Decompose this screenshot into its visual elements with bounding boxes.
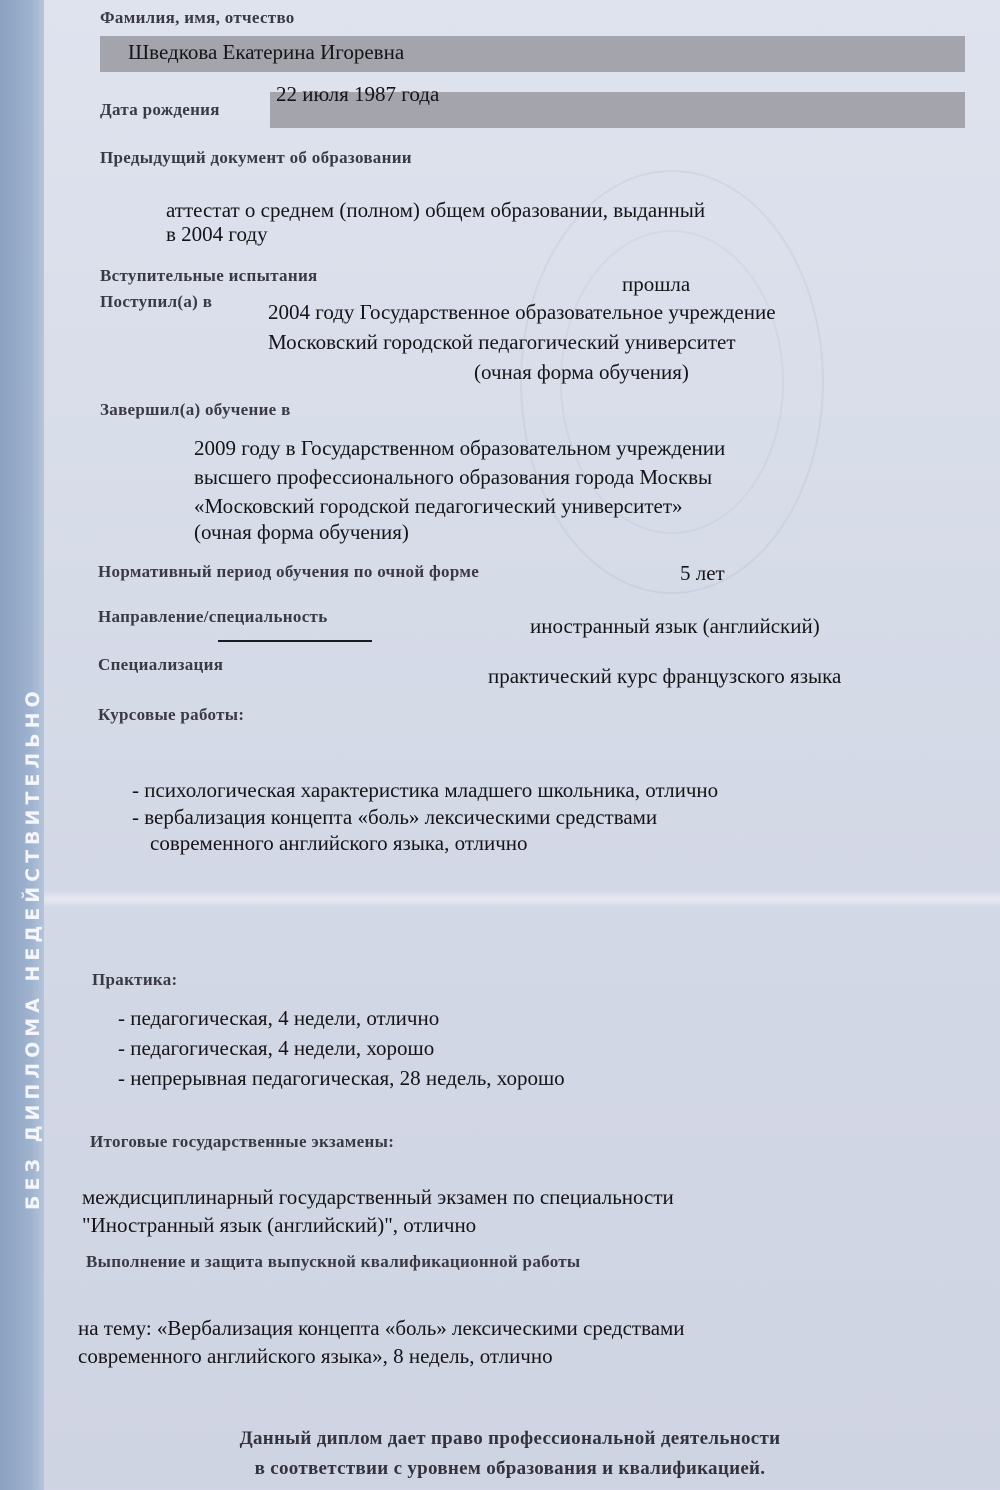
prev-doc-line1: аттестат о среднем (полном) общем образовании, выданный	[166, 198, 706, 222]
strip-warning-text: БЕЗ ДИПЛОМА НЕДЕЙСТВИТЕЛЬНО	[22, 686, 44, 1210]
specialization-label: Специализация	[98, 655, 224, 674]
thesis-line-1: на тему: «Вербализация концепта «боль» лексическими средствами	[78, 1316, 685, 1340]
left-security-strip	[0, 0, 44, 1490]
admitted-label: Поступил(а) в	[100, 292, 213, 311]
completed-line3: «Московский городской педагогический университет»	[194, 494, 683, 518]
practice-label: Практика:	[92, 970, 178, 989]
footer-line-1: Данный диплом дает право профессиональной деятельности	[239, 1428, 781, 1449]
period-value: 5 лет	[680, 561, 725, 585]
entrance-label: Вступительные испытания	[100, 266, 318, 285]
direction-label: Направление/специальность	[98, 607, 328, 626]
footer-line-2: в соответствии с уровнем образования и квалификацией.	[254, 1458, 766, 1479]
practice-item-3: - непрерывная педагогическая, 28 недель, хорошо	[118, 1066, 565, 1090]
coursework-item-1: - психологическая характеристика младшего школьника, отлично	[132, 778, 719, 802]
birth-value: 22 июля 1987 года	[276, 82, 440, 106]
direction-value: иностранный язык (английский)	[530, 614, 820, 638]
admitted-line3: (очная форма обучения)	[474, 360, 689, 384]
admitted-line2: Московский городской педагогический университет	[268, 330, 736, 354]
exam-line-1: междисциплинарный государственный экзамен по специальности	[82, 1185, 674, 1209]
fio-value: Шведкова Екатерина Игоревна	[128, 40, 405, 64]
completed-line2: высшего профессионального образования города Москвы	[194, 465, 713, 489]
completed-line1: 2009 году в Государственном образовательном учреждении	[194, 436, 726, 460]
exam-line-2: "Иностранный язык (английский)", отлично	[82, 1213, 477, 1237]
completed-label: Завершил(а) обучение в	[100, 400, 291, 419]
completed-line4: (очная форма обучения)	[194, 520, 409, 544]
handwritten-underline	[218, 640, 372, 642]
thesis-label: Выполнение и защита выпускной квалификационной работы	[86, 1252, 581, 1271]
specialization-value: практический курс французского языка	[488, 664, 842, 688]
thesis-line-2: современного английского языка», 8 недель, отлично	[78, 1344, 553, 1368]
practice-item-2: - педагогическая, 4 недели, хорошо	[118, 1036, 435, 1060]
prev-doc-label: Предыдущий документ об образовании	[100, 148, 412, 167]
coursework-item-2: - вербализация концепта «боль» лексическими средствами	[132, 805, 658, 829]
coursework-item-2-cont: современного английского языка, отлично	[150, 831, 528, 855]
coursework-label: Курсовые работы:	[98, 705, 245, 724]
period-label: Нормативный период обучения по очной форме	[98, 562, 480, 581]
practice-item-1: - педагогическая, 4 недели, отлично	[118, 1006, 440, 1030]
paper-fold	[44, 890, 1000, 908]
prev-doc-line2: в 2004 году	[166, 222, 268, 246]
fio-label: Фамилия, имя, отчество	[100, 8, 295, 27]
birth-label: Дата рождения	[100, 100, 220, 119]
admitted-line1: 2004 году Государственное образовательное учреждение	[268, 300, 776, 324]
exams-label: Итоговые государственные экзамены:	[90, 1132, 395, 1151]
entrance-value: прошла	[622, 272, 691, 296]
